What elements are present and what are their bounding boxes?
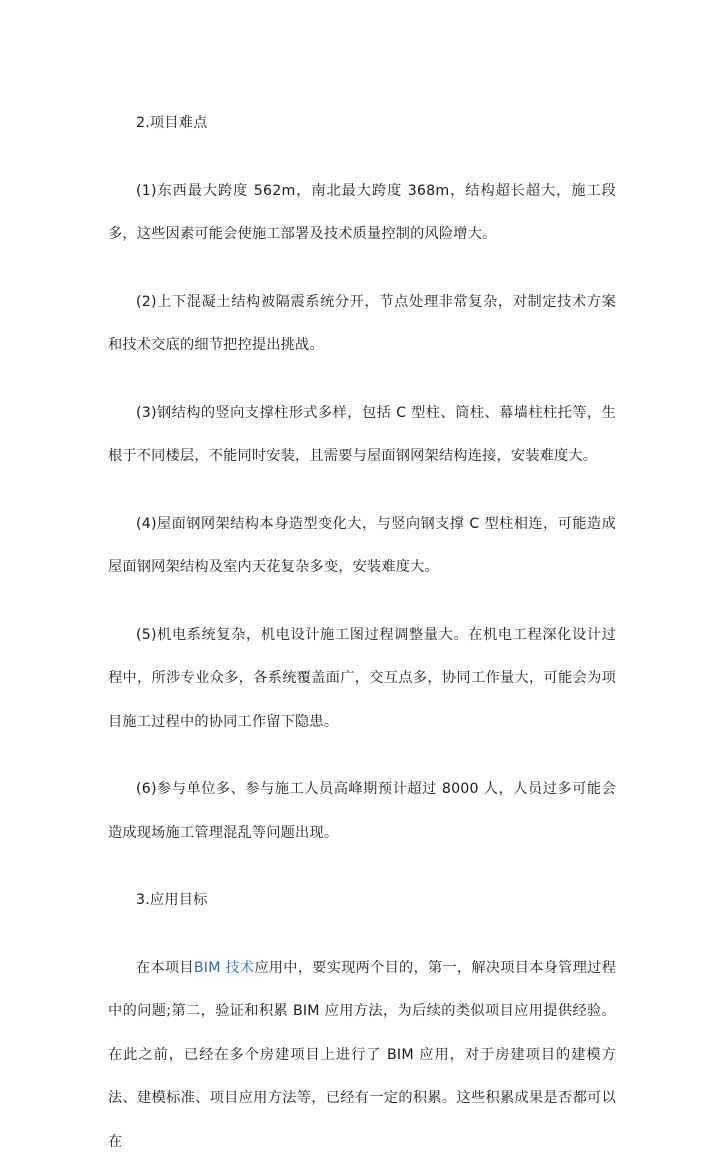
difficulty-item-4: (4)屋面钢网架结构本身造型变化大，与竖向钢支撑 C 型柱相连，可能造成屋面钢网架结构及室内天花复杂多变，安装难度大。 [108, 503, 616, 590]
goals-paragraph [108, 947, 616, 1164]
goals-text-start: 在本项目 [136, 960, 194, 976]
section-heading-difficulties: 2.项目难点 [108, 102, 616, 146]
difficulty-item-3: (3)钢结构的竖向支撑柱形式多样，包括 C 型柱、筒柱、幕墙柱柱托等，生根于不同楼层，不能同时安装，且需要与屋面钢网架结构连接，安装难度大。 [108, 392, 616, 479]
bim-technology-link[interactable]: BIM 技术 [194, 960, 254, 976]
section-heading-goals: 3.应用目标 [108, 879, 616, 923]
difficulty-item-5: (5)机电系统复杂，机电设计施工图过程调整量大。在机电工程深化设计过程中，所涉专业众多，各系统覆盖面广，交互点多，协同工作量大，可能会为项目施工过程中的协同工作留下隐患。 [108, 614, 616, 745]
goals-text-rest: 应用中，要实现两个目的，第一，解决项目本身管理过程中的问题;第二，验证和积累 BIM 应用方法，为后续的类似项目应用提供经验。在此之前，已经在多个房建项目上进行了 BIM 应用，对于房建项目的建模方法、建模标准、项目应用方法等，已经有一定的积累。这些积累成果是否都可以在 [108, 960, 616, 1150]
difficulty-item-1: (1)东西最大跨度 562m，南北最大跨度 368m，结构超长超大，施工段多，这些因素可能会使施工部署及技术质量控制的风险增大。 [108, 170, 616, 257]
difficulty-item-6: (6)参与单位多、参与施工人员高峰期预计超过 8000 人，人员过多可能会造成现场施工管理混乱等问题出现。 [108, 768, 616, 855]
difficulty-item-2: (2)上下混凝土结构被隔震系统分开，节点处理非常复杂，对制定技术方案和技术交底的细节把控提出挑战。 [108, 281, 616, 368]
